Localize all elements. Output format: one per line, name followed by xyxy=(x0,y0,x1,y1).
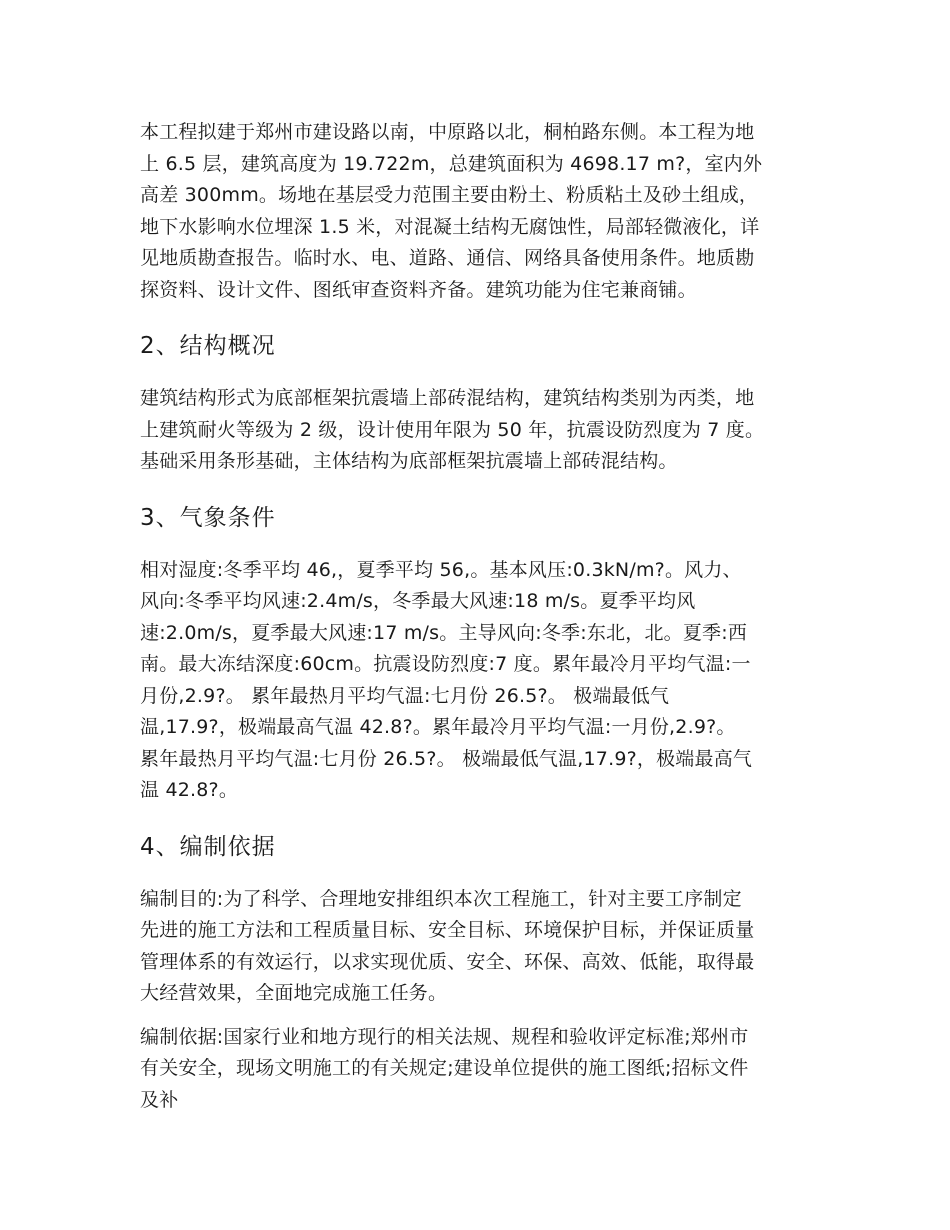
text-line: 见地质勘查报告。临时水、电、道路、通信、网络具备使用条件。地质勘 xyxy=(140,247,755,269)
text-line: 基础采用条形基础，主体结构为底部框架抗震墙上部砖混结构。 xyxy=(140,450,678,472)
text-line: 先进的施工方法和工程质量目标、安全目标、环境保护目标，并保证质量 xyxy=(140,919,755,941)
text-line: 相对湿度:冬季平均 46,，夏季平均 56,。基本风压:0.3kN/m?。风力、 xyxy=(140,558,742,581)
text-line: 风向:冬季平均风速:2.4m/s，冬季最大风速:18 m/s。夏季平均风 xyxy=(140,590,696,612)
text-line: 编制目的:为了科学、合理地安排组织本次工程施工，针对主要工序制定 xyxy=(140,887,742,910)
text-line: 及补 xyxy=(140,1088,179,1111)
text-line: 温 42.8?。 xyxy=(140,779,239,801)
text-line: 累年最热月平均气温:七月份 26.5?。 极端最低气温,17.9?，极端最高气 xyxy=(140,747,753,770)
text-line: 本工程拟建于郑州市建设路以南，中原路以北，桐柏路东侧。本工程为地 xyxy=(140,121,755,143)
weather-paragraph xyxy=(140,555,812,807)
purpose-paragraph xyxy=(140,884,812,1010)
text-line: 管理体系的有效运行，以求实现优质、安全、环保、高效、低能，取得最 xyxy=(140,950,755,973)
text-line: 南。最大冻结深度:60cm。抗震设防烈度:7 度。累年最冷月平均气温:一 xyxy=(140,653,751,675)
text-line: 有关安全，现场文明施工的有关规定;建设单位提供的施工图纸;招标文件 xyxy=(140,1057,749,1079)
text-line: 探资料、设计文件、图纸审查资料齐备。建筑功能为住宅兼商铺。 xyxy=(140,278,697,301)
text-line: 月份,2.9?。 累年最热月平均气温:七月份 26.5?。 极端最低气 xyxy=(140,684,670,707)
structure-paragraph xyxy=(140,383,812,478)
section-heading-weather: 3、气象条件 xyxy=(140,504,276,531)
text-line: 建筑结构形式为底部框架抗震墙上部砖混结构，建筑结构类别为丙类，地 xyxy=(140,387,755,409)
text-line: 编制依据:国家行业和地方现行的相关法规、规程和验收评定标准;郑州市 xyxy=(140,1025,749,1048)
text-line: 地下水影响水位埋深 1.5 米，对混凝土结构无腐蚀性，局部轻微液化，详 xyxy=(140,215,760,238)
text-line: 温,17.9?，极端最高气温 42.8?。累年最冷月平均气温:一月份,2.9?。 xyxy=(140,716,736,738)
intro-paragraph xyxy=(140,117,812,306)
document-page xyxy=(140,117,812,1116)
text-line: 大经营效果，全面地完成施工任务。 xyxy=(140,982,448,1004)
section-heading-structure: 2、结构概况 xyxy=(140,333,276,359)
basis-paragraph xyxy=(140,1022,812,1117)
text-line: 高差 300mm。场地在基层受力范围主要由粉土、粉质粘土及砂土组成， xyxy=(140,184,759,206)
text-line: 速:2.0m/s，夏季最大风速:17 m/s。主导风向:冬季:东北，北。夏季:西 xyxy=(140,621,748,644)
text-line: 上 6.5 层，建筑高度为 19.722m，总建筑面积为 4698.17 m?，室内外 xyxy=(140,152,763,175)
text-line: 上建筑耐火等级为 2 级，设计使用年限为 50 年，抗震设防烈度为 7 度。 xyxy=(140,418,765,441)
section-heading-basis: 4、编制依据 xyxy=(140,833,276,860)
